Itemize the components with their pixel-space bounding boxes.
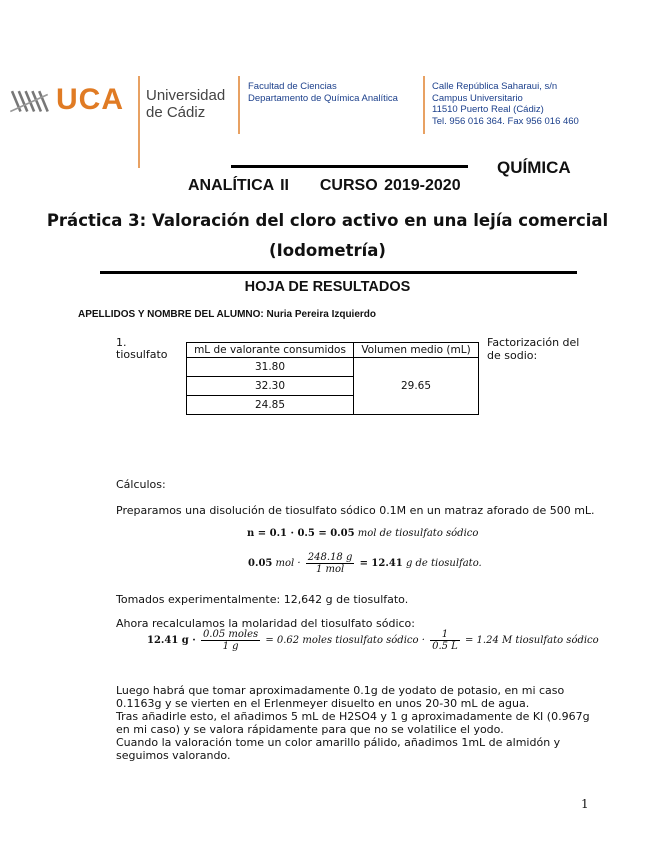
eq3-fraction1 [201,629,260,652]
measured-text: Tomados experimentalmente: 12,642 g de tiosulfato. [116,593,409,606]
subject-part1: QUÍMICA [497,158,571,177]
table-header-mean: Volumen medio (mL) [354,343,479,358]
address-line4: Tel. 956 016 364. Fax 956 016 460 [432,115,579,127]
top-rule-short [231,165,468,168]
para3-line2: seguimos valorando. [116,749,231,762]
eq3-start: 12.41 g · [147,635,196,646]
uca-shield-icon [4,86,54,120]
procedure-text [116,684,590,762]
eq3-fraction2 [430,629,460,652]
university-name [146,87,225,121]
eq1-unit: mol de tiosulfato sódico [357,528,479,539]
right-label-line1: Factorización del [487,336,580,349]
title-rule [100,271,577,274]
table-cell-mean: 29.65 [354,358,479,415]
section1-left-label: tiosulfato [116,348,168,361]
para3-line1: Cuando la valoración tome un color amarillo pálido, añadimos 1mL de almidón y [116,736,561,749]
eq2-num: 248.18 g [307,552,353,563]
table-cell-value: 32.30 [187,377,354,396]
prep-text: Preparamos una disolución de tiosulfato sódico 0.1M en un matraz aforado de 500 mL. [116,504,595,517]
eq2-den: 1 mol [315,564,345,575]
eq3-num1: 0.05 moles [202,629,259,640]
address-line2: Campus Universitario [432,92,523,104]
header-divider-3 [423,76,425,134]
address-block [432,81,579,127]
equation-mass [248,552,482,575]
eq3-mid: = 0.62 moles tiosulfato sódico · [265,635,425,646]
results-heading: HOJA DE RESULTADOS [244,279,411,295]
faculty-block [248,81,398,104]
address-line3: 11510 Puerto Real (Cádiz) [432,104,544,115]
eq3-end: = 1.24 M tiosulfato sódico [465,635,599,646]
eq2-result-unit: g de tiosulfato. [405,558,482,569]
uca-logo-text [56,83,124,117]
faculty-line1: Facultad de Ciencias [248,81,337,92]
eq2-result: = 12.41 [359,558,403,569]
section1-number: 1. [116,336,127,349]
table-header-volume: mL de valorante consumidos [187,343,354,358]
university-line2: de Cádiz [146,104,206,121]
subject-line [188,177,461,195]
eq3-den2: 0.5 L [432,641,458,652]
title-line1: Práctica 3: Valoración del cloro activo en una lejía comercial [46,211,609,230]
right-label-line2: de sodio: [487,349,538,362]
subject-part2: ANALÍTICA II [188,177,289,194]
university-line1: Universidad [146,87,226,104]
header-divider-1 [138,76,140,168]
table-cell-value: 24.85 [187,396,354,415]
course-year: CURSO 2019-2020 [319,177,461,194]
equation-moles [247,528,478,539]
eq2-start: 0.05 [248,558,273,569]
para1-line1: Luego habrá que tomar aproximadamente 0.1g de yodato de potasio, en mi caso [116,684,565,697]
eq2-start-unit: mol · [275,558,301,569]
para2-line1: Tras añadirle esto, el añadimos 5 mL de H2SO4 y 1 g aproximadamente de KI (0.967g [116,710,590,723]
uca-letters: UCA [56,83,124,116]
section1-right-label [487,336,579,362]
para1-line2: 0.1163g y se vierten en el Erlenmeyer disuelto en unos 20-30 mL de agua. [116,697,530,710]
table-cell-value: 31.80 [187,358,354,377]
address-line1: Calle República Saharaui, s/n [432,81,558,92]
practice-title [0,208,655,264]
page-number: 1 [581,797,589,811]
eq3-num2: 1 [430,629,460,641]
titration-table [186,342,479,415]
recalc-text: Ahora recalculamos la molaridad del tiosulfato sódico: [116,617,415,630]
equation-molarity [147,629,599,652]
para2-line2: en mi caso) y se valora rápidamente para que no se volatilice el yodo. [116,723,504,736]
faculty-line2: Departamento de Química Analítica [248,92,398,104]
eq3-den1: 1 g [222,641,239,652]
student-name: APELLIDOS Y NOMBRE DEL ALUMNO: Nuria Pereira Izquierdo [78,309,377,320]
eq1-lhs: n = 0.1 · 0.5 = 0.05 [247,528,355,539]
header-divider-2 [238,76,240,134]
calc-heading: Cálculos: [116,478,166,491]
title-line2: (Iodometría) [269,241,386,260]
eq2-fraction [306,552,355,575]
